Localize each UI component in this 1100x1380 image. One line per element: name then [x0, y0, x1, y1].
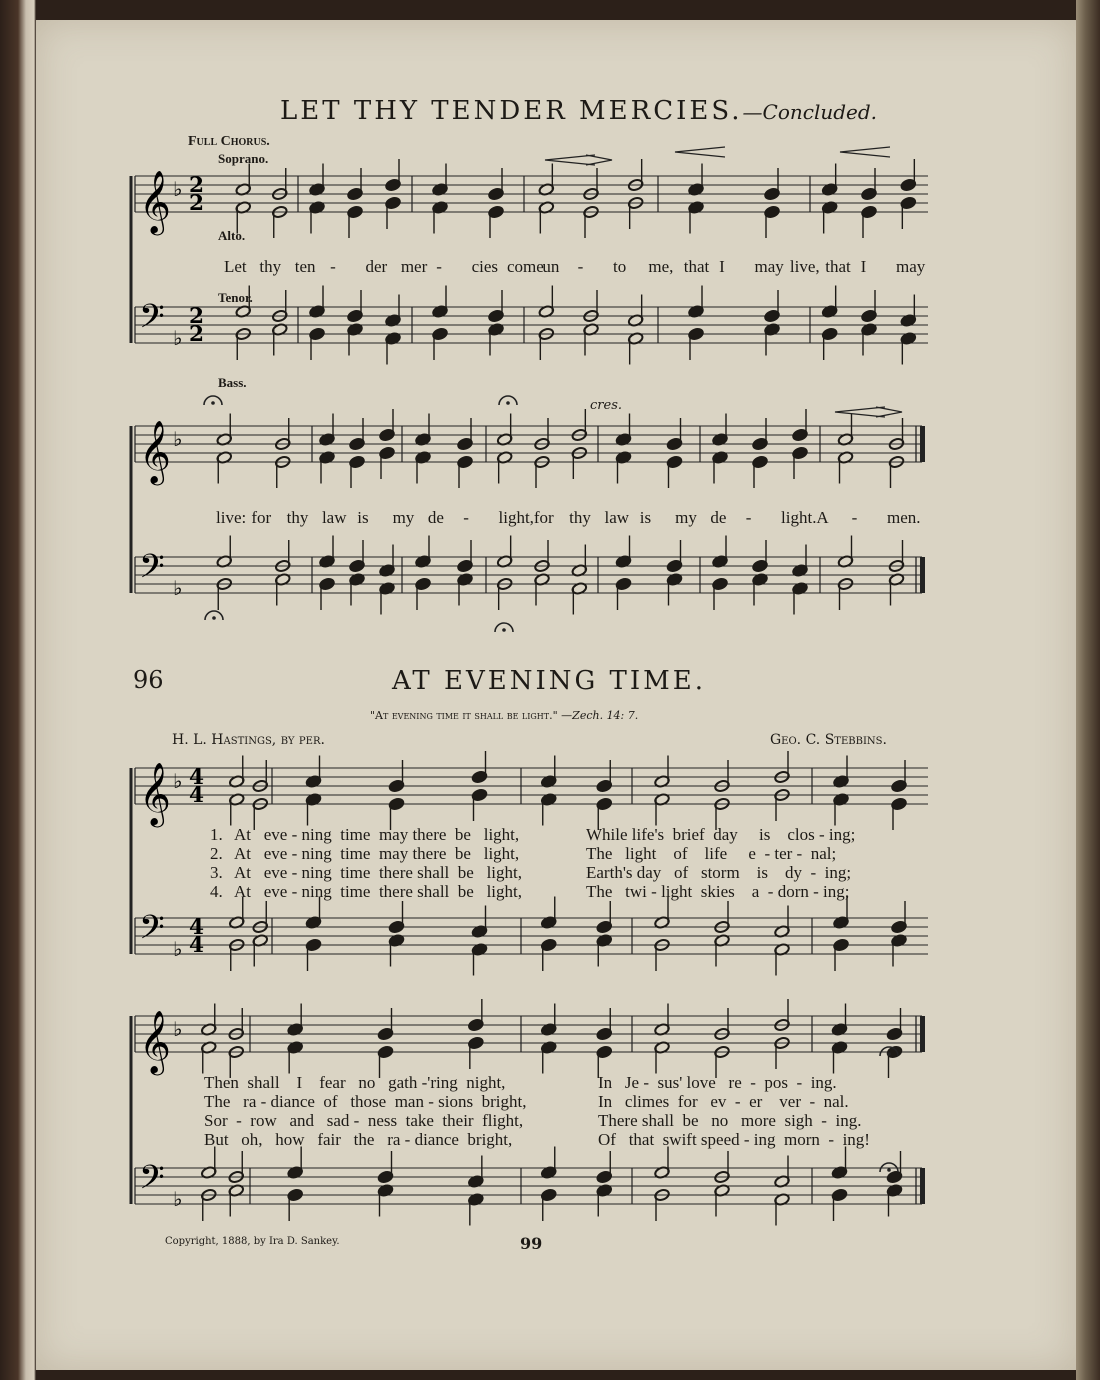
treble-clef-icon: 𝄞: [139, 762, 171, 825]
hymn2-epigraph-block: [370, 709, 638, 722]
lyric-syllable: Let: [224, 257, 247, 276]
lyric-syllable: -: [330, 257, 336, 276]
time-signature-top: 4: [189, 765, 205, 790]
lyric-syllable: de: [710, 508, 727, 527]
final-barline-thick: [920, 1016, 925, 1052]
final-barline-thick: [920, 557, 925, 593]
lyric-syllable: may: [754, 257, 784, 276]
lyric-syllable: for: [533, 508, 554, 527]
bass-clef-icon: 𝄢: [139, 1159, 165, 1205]
hymn2-epigraph-ref: —Zech. 14: 7.: [561, 709, 639, 722]
lyric-syllable: me,: [648, 257, 674, 276]
lyric-syllable: my: [392, 508, 415, 527]
lyric-syllable: may: [896, 257, 926, 276]
lyric-syllable: A: [816, 508, 829, 527]
hymn2-lyricist: H. L. Hastings, by per.: [172, 732, 325, 748]
flat-icon: ♭: [173, 576, 183, 600]
fermata-dot: [212, 616, 216, 620]
time-signature-top: 4: [189, 915, 205, 940]
lyric-syllable: law: [604, 508, 630, 527]
hymn2-composer: Geo. C. Stebbins.: [770, 732, 887, 748]
lyric-syllable: I: [719, 257, 725, 276]
flat-icon: ♭: [173, 769, 183, 793]
lyric-syllable: that: [825, 257, 851, 276]
crescendo-hairpin: [675, 147, 725, 157]
verse-text-right: The light of life e - ter - nal;: [586, 844, 837, 863]
fermata-dot: [506, 401, 510, 405]
verse-text-left: At eve - ning time there shall be light,: [234, 882, 522, 901]
section-label: Full Chorus.: [188, 134, 270, 149]
decrescendo-hairpin: [876, 407, 902, 417]
lyric-syllable: de: [427, 508, 444, 527]
flat-icon: ♭: [173, 937, 183, 961]
lyric-syllable: I: [860, 257, 867, 276]
hymn1-title-suffix: —Concluded.: [742, 100, 878, 124]
lyric-syllable: light.: [781, 508, 817, 527]
time-signature-bottom: 4: [189, 783, 205, 808]
flat-icon: ♭: [173, 1017, 183, 1041]
verse-number: 4.: [210, 882, 223, 901]
hymn2-epigraph: "At evening time it shall be light.": [370, 709, 558, 722]
lyric-syllable: cies: [471, 257, 499, 276]
lyric-syllable: thy: [569, 508, 591, 527]
treble-clef-icon: 𝄞: [139, 170, 171, 233]
dynamic-cres: cres.: [590, 398, 622, 413]
lyric-syllable: light,: [498, 508, 534, 527]
hymn1-title: LET THY TENDER MERCIES.: [280, 96, 743, 126]
lyric-syllable: live,: [789, 257, 820, 276]
time-signature-bottom: 2: [189, 191, 205, 216]
time-signature-bottom: 4: [189, 933, 205, 958]
fermata-dot: [887, 1052, 891, 1056]
lyric-syllable: mer: [400, 257, 428, 276]
lyric-syllable: that: [683, 257, 710, 276]
bass-clef-icon: 𝄢: [139, 548, 165, 594]
time-signature-top: 2: [189, 173, 205, 198]
lyric-syllable: -: [745, 508, 752, 527]
final-barline-thick: [920, 1168, 925, 1204]
verse-text-left: At eve - ning time there shall be light,: [234, 863, 522, 882]
verse-number: 1.: [210, 825, 223, 844]
bass-clef-icon: 𝄢: [139, 909, 165, 955]
lyric-syllable: thy: [259, 257, 282, 276]
lyric-syllable: come: [506, 257, 544, 276]
lyric-syllable: ten: [294, 257, 316, 276]
lyric-syllable: -: [577, 257, 584, 276]
verse-text-right: There shall be no more sigh - ing.: [598, 1111, 862, 1130]
hymn1-title-block: [280, 96, 877, 126]
lyric-syllable: -: [463, 508, 469, 527]
verse-text-right: In Je - sus' love re - pos - ing.: [598, 1073, 837, 1092]
verse-text-left: Then shall I fear no gath -'ring night,: [204, 1073, 506, 1092]
time-signature-top: 2: [189, 304, 205, 329]
lyric-syllable: to: [613, 257, 627, 276]
flat-icon: ♭: [173, 177, 183, 201]
voice-soprano-label: Soprano.: [218, 151, 269, 166]
final-barline-thick: [920, 426, 925, 462]
time-signature-bottom: 2: [189, 322, 205, 347]
fermata-dot: [887, 1168, 891, 1172]
fermata-dot: [211, 401, 215, 405]
verse-text-left: At eve - ning time may there be light,: [234, 844, 520, 863]
lyric-syllable: is: [639, 508, 652, 527]
page-number: 99: [520, 1234, 543, 1253]
hymn2-number: 96: [133, 666, 164, 694]
lyric-syllable: law: [321, 508, 347, 527]
verse-text-right: In climes for ev - er ver - nal.: [598, 1092, 849, 1111]
voice-alto-label: Alto.: [218, 228, 246, 243]
lyric-syllable: my: [675, 508, 697, 527]
decrescendo-hairpin: [586, 155, 612, 165]
lyric-syllable: live:: [216, 508, 247, 527]
lyric-syllable: -: [851, 508, 858, 527]
verse-text-left: But oh, how fair the ra - diance bright,: [204, 1130, 513, 1149]
verse-text-left: The ra - diance of those man - sions bright,: [204, 1092, 527, 1111]
verse-text-right: Of that swift speed - ing morn - ing!: [598, 1130, 870, 1149]
flat-icon: ♭: [173, 326, 183, 350]
lyric-syllable: is: [357, 508, 369, 527]
verse-text-left: At eve - ning time may there be light,: [234, 825, 520, 844]
crescendo-hairpin: [835, 407, 885, 417]
crescendo-hairpin: [840, 147, 890, 157]
bass-clef-icon: 𝄢: [139, 298, 165, 344]
treble-clef-icon: 𝄞: [139, 420, 171, 483]
verse-text-left: Sor - row and sad - ness take their flight,: [204, 1111, 524, 1130]
verse-text-right: The twi - light skies a - dorn - ing;: [586, 882, 850, 901]
hymn2-title: AT EVENING TIME.: [392, 666, 706, 696]
verse-text-right: While life's brief day is clos - ing;: [586, 825, 856, 844]
fermata-dot: [502, 628, 506, 632]
lyric-syllable: un: [542, 257, 560, 276]
lyric-syllable: for: [251, 508, 272, 527]
treble-clef-icon: 𝄞: [139, 1010, 171, 1073]
voice-bass-label: Bass.: [218, 375, 247, 390]
lyric-syllable: thy: [286, 508, 309, 527]
flat-icon: ♭: [173, 1187, 183, 1211]
copyright: Copyright, 1888, by Ira D. Sankey.: [165, 1236, 340, 1247]
lyric-syllable: der: [365, 257, 388, 276]
verse-text-right: Earth's day of storm is dy - ing;: [586, 863, 852, 882]
lyric-syllable: -: [436, 257, 442, 276]
verse-number: 2.: [210, 844, 223, 863]
verse-number: 3.: [210, 863, 223, 882]
voice-tenor-label: Tenor.: [218, 290, 253, 305]
flat-icon: ♭: [173, 427, 183, 451]
lyric-syllable: men.: [887, 508, 921, 527]
